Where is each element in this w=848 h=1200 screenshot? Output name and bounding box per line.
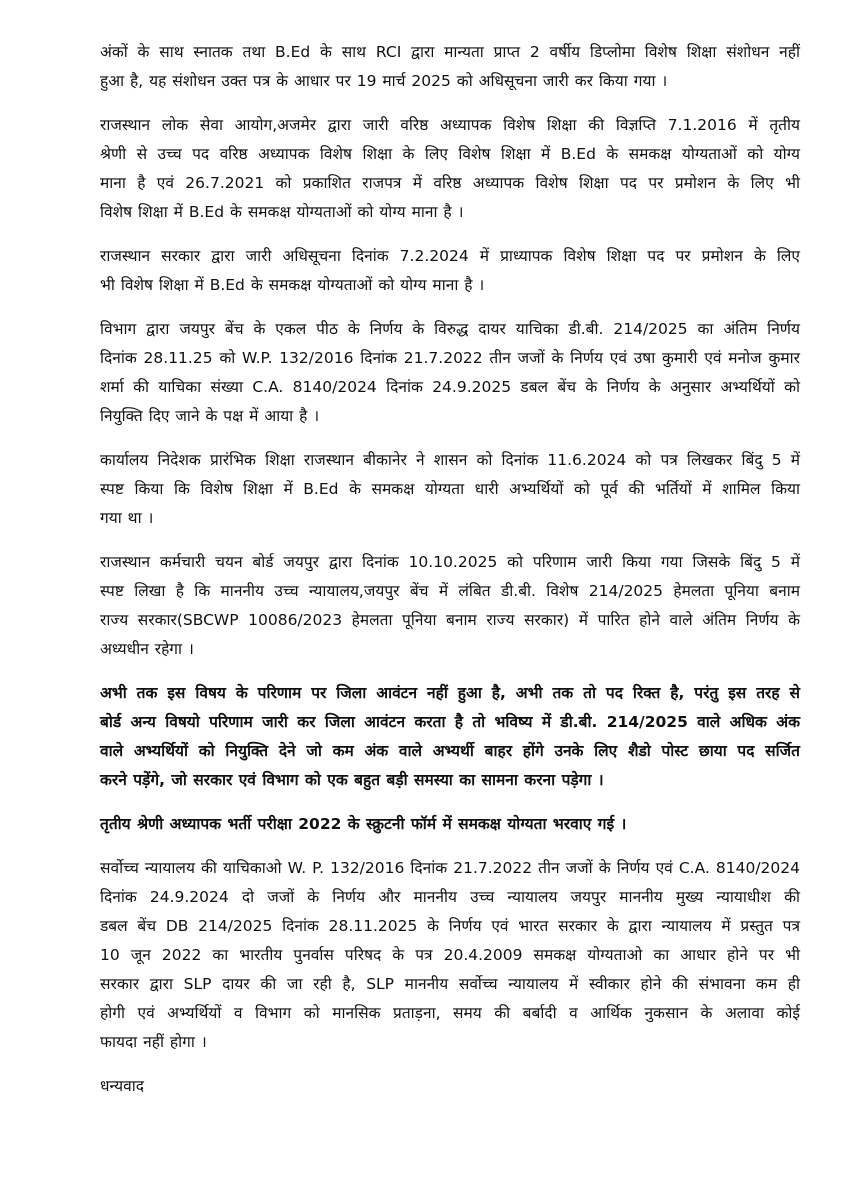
paragraph-line: गया था । (100, 509, 154, 527)
paragraph-line: माना है एवं 26.7.2021 को प्रकाशित राजपत्र में वरिष्ठ अध्यापक विशेष शिक्षा पद पर प्रमोशन के लिए भी (100, 174, 800, 192)
paragraph-line: स्पष्ट किया कि विशेष शिक्षा में B.Ed के समकक्ष योग्यता धारी अभ्यर्थियों को पूर्व की भर्तियों में शामिल किया (100, 480, 800, 498)
paragraph-line: राजस्थान सरकार द्वारा जारी अधिसूचना दिनांक 7.2.2024 में प्राध्यापक विशेष शिक्षा पद पर प्रमोशन के लिए (100, 247, 800, 265)
paragraph-line: विशेष शिक्षा में B.Ed के समकक्ष योग्यताओं को योग्य माना है । (100, 203, 464, 221)
paragraph-line: 10 जून 2022 का भारतीय पुनर्वास परिषद के पत्र 20.4.2009 समकक्ष योग्यताओ का आधार होने पर भी (100, 946, 800, 964)
paragraph-3 (100, 242, 800, 300)
paragraph-7 (100, 679, 800, 795)
paragraph-line: राजस्थान कर्मचारी चयन बोर्ड जयपुर द्वारा दिनांक 10.10.2025 को परिणाम जारी किया गया जिसके बिंदु 5 में (100, 553, 800, 571)
paragraph-line: दिनांक 28.11.25 को W.P. 132/2016 दिनांक 21.7.2022 तीन जजों के निर्णय एवं उषा कुमारी एवं मनोज कुमार (100, 349, 800, 367)
paragraph-8 (100, 810, 800, 839)
paragraph-line: कार्यालय निदेशक प्रारंभिक शिक्षा राजस्थान बीकानेर ने शासन को दिनांक 11.6.2024 को पत्र लिखकर बिंदु 5 में (100, 451, 800, 469)
paragraph-line: विभाग द्वारा जयपुर बेंच के एकल पीठ के निर्णय के विरुद्ध दायर याचिका डी.बी. 214/2025 का अंतिम निर्णय (100, 320, 800, 338)
paragraph-line: राज्य सरकार(SBCWP 10086/2023 हेमलता पूनिया बनाम राज्य सरकार) में पारित होने वाले अंतिम निर्णय के (100, 611, 800, 629)
paragraph-line: नियुक्ति दिए जाने के पक्ष में आया है । (100, 407, 320, 425)
paragraph-line: तृतीय श्रेणी अध्यापक भर्ती परीक्षा 2022 के स्क्रुटनी फॉर्म में समकक्ष योग्यता भरवाए गई । (100, 815, 627, 833)
paragraph-line: स्पष्ट लिखा है कि माननीय उच्च न्यायालय,जयपुर बेंच में लंबित डी.बी. विशेष 214/2025 हेमलता पूनिया बनाम (100, 582, 800, 600)
paragraph-4 (100, 315, 800, 431)
paragraph-6 (100, 548, 800, 664)
paragraph-line: दिनांक 24.9.2024 दो जजों के निर्णय और माननीय उच्च न्यायालय जयपुर माननीय मुख्य न्यायाधीश की (100, 888, 800, 906)
document-page (100, 38, 800, 1101)
paragraph-line: अध्यधीन रहेगा । (100, 640, 194, 658)
paragraph-line: वाले अभ्यर्थियों को नियुक्ति देने जो कम अंक वाले अभ्यर्थी बाहर होंगे उनके लिए शैडो पोस्ट छाया पद सर्जित (100, 742, 800, 760)
paragraph-line: श्रेणी से उच्च पद वरिष्ठ अध्यापक विशेष शिक्षा के लिए विशेष शिक्षा में B.Ed के समकक्ष योग्यताओं को योग्य (100, 145, 800, 163)
document-body (100, 38, 800, 1057)
paragraph-9 (100, 854, 800, 1057)
paragraph-line: करने पड़ेंगे, जो सरकार एवं विभाग को एक बहुत बड़ी समस्या का सामना करना पड़ेगा । (100, 771, 604, 789)
paragraph-line: डबल बेंच DB 214/2025 दिनांक 28.11.2025 के निर्णय एवं भारत सरकार के द्वारा न्यायालय में प्रस्तुत पत्र (100, 917, 800, 935)
paragraph-line: होगी एवं अभ्यर्थियों व विभाग को मानसिक प्रताड़ना, समय की बर्बादी व आर्थिक नुकसान के अलावा कोई (100, 1004, 800, 1022)
paragraph-line: बोर्ड अन्य विषयो परिणाम जारी कर जिला आवंटन करता है तो भविष्य में डी.बी. 214/2025 वाले अधिक अंक (100, 713, 800, 731)
paragraph-5 (100, 446, 800, 533)
paragraph-line: सरकार द्वारा SLP दायर की जा रही है, SLP माननीय सर्वोच्च न्यायालय में स्वीकार होने की संभावना कम ही (100, 975, 800, 993)
paragraph-1 (100, 38, 800, 96)
paragraph-line: सर्वोच्च न्यायालय की याचिकाओ W. P. 132/2016 दिनांक 21.7.2022 तीन जजों के निर्णय एवं C.A. 8140/2024 (100, 859, 800, 877)
paragraph-2 (100, 111, 800, 227)
paragraph-line: अभी तक इस विषय के परिणाम पर जिला आवंटन नहीं हुआ है, अभी तक तो पद रिक्त है, परंतु इस तरह से (100, 684, 800, 702)
paragraph-line: अंकों के साथ स्नातक तथा B.Ed के साथ RCI द्वारा मान्यता प्राप्त 2 वर्षीय डिप्लोमा विशेष शिक्षा संशोधन नहीं (100, 43, 800, 61)
closing-text: धन्यवाद (100, 1077, 144, 1095)
paragraph-line: राजस्थान लोक सेवा आयोग,अजमेर द्वारा जारी वरिष्ठ अध्यापक विशेष शिक्षा की विज्ञप्ति 7.1.2016 में तृतीय (100, 116, 800, 134)
paragraph-line: हुआ है, यह संशोधन उक्त पत्र के आधार पर 19 मार्च 2025 को अधिसूचना जारी कर किया गया । (100, 72, 668, 90)
paragraph-line: फायदा नहीं होगा । (100, 1033, 207, 1051)
paragraph-line: शर्मा की याचिका संख्या C.A. 8140/2024 दिनांक 24.9.2025 डबल बेंच के निर्णय के अनुसार अभ्यर्थियों को (100, 378, 800, 396)
paragraph-line: भी विशेष शिक्षा में B.Ed के समकक्ष योग्यताओं को योग्य माना है । (100, 276, 485, 294)
